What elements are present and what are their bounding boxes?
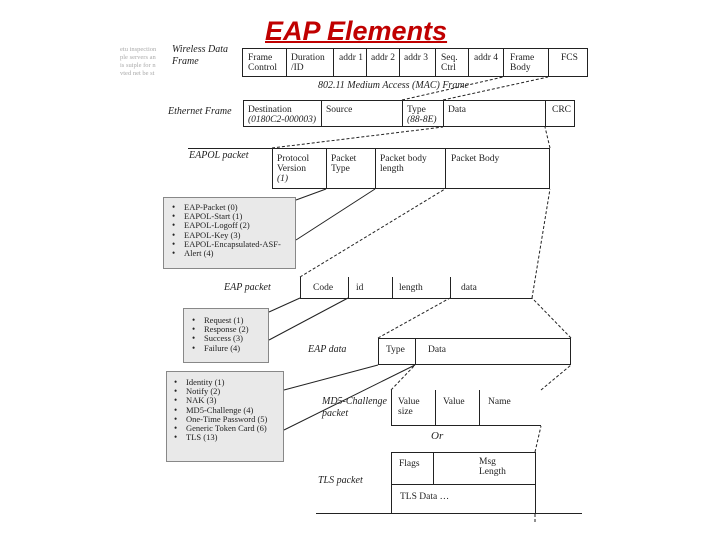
ethernet-field-type: Type (88-8E) — [407, 105, 437, 125]
faded-margin-text-1: etu inspection — [120, 46, 157, 53]
eap-data-label: EAP data — [308, 344, 347, 355]
md5-field-value-size: Value size — [398, 397, 420, 417]
eap-data-field-data: Data — [428, 345, 446, 355]
eap-code-item: • Request (1) — [190, 316, 249, 325]
wireless-field-addr2: addr 2 — [371, 53, 396, 63]
ethernet-field-source: Source — [326, 105, 353, 115]
wireless-field-addr1: addr 1 — [339, 53, 364, 63]
eap-field-code: Code — [313, 283, 334, 293]
eapol-type-item: • EAP-Packet (0) — [170, 203, 281, 212]
eap-code-item: • Response (2) — [190, 325, 249, 334]
faded-margin-text-4: vted net be st — [120, 70, 155, 77]
eap-packet-label: EAP packet — [224, 282, 271, 293]
eap-code-item: • Success (3) — [190, 334, 249, 343]
eap-field-length: length — [399, 283, 423, 293]
eapol-packet-label: EAPOL packet — [189, 150, 249, 161]
wireless-field-addr4: addr 4 — [474, 53, 499, 63]
wireless-field-seq-ctrl: Seq. Ctrl — [441, 53, 458, 73]
eapol-type-item: • EAPOL-Key (3) — [170, 231, 281, 240]
tls-field-flags: Flags — [399, 459, 420, 469]
wireless-field-fcs: FCS — [561, 53, 578, 63]
ethernet-frame-label: Ethernet Frame — [168, 106, 232, 117]
ethernet-field-crc: CRC — [552, 105, 572, 115]
tls-packet-label: TLS packet — [318, 475, 363, 486]
wireless-field-frame-body: Frame Body — [510, 53, 535, 73]
eap-type-item: • One-Time Password (5) — [172, 415, 267, 424]
md5-field-value: Value — [443, 397, 465, 407]
eapol-field-protocol-version: Protocol Version (1) — [277, 154, 310, 184]
eapol-field-packet-body: Packet Body — [451, 154, 500, 164]
md5-packet-label-2: packet — [322, 408, 349, 419]
faded-margin-text-3: is suiple for n — [120, 62, 156, 69]
eapol-field-packet-type: Packet Type — [331, 154, 357, 174]
or-separator: Or — [431, 430, 444, 442]
eap-type-item: • MD5-Challenge (4) — [172, 406, 267, 415]
ethernet-field-data: Data — [448, 105, 466, 115]
eap-type-item: • Notify (2) — [172, 387, 267, 396]
wireless-frame-caption: 802.11 Medium Access (MAC) Frame — [318, 80, 469, 91]
eapol-field-packet-body-length: Packet body length — [380, 154, 427, 174]
eap-code-item: • Failure (4) — [190, 344, 249, 353]
slide-title: EAP Elements — [265, 16, 448, 46]
eapol-type-item: • EAPOL-Start (1) — [170, 212, 281, 221]
eap-type-item: • Identity (1) — [172, 378, 267, 387]
eap-type-item: • NAK (3) — [172, 396, 267, 405]
md5-field-name: Name — [488, 397, 511, 407]
tls-field-msg-length: Msg Length — [479, 457, 506, 477]
eapol-type-item: • Alert (4) — [170, 249, 281, 258]
faded-margin-text-2: ple servers an — [120, 54, 156, 61]
wireless-frame-label-2: Frame — [172, 56, 199, 67]
eap-type-item: • TLS (13) — [172, 433, 267, 442]
eapol-type-item: • EAPOL-Logoff (2) — [170, 221, 281, 230]
tls-field-data: TLS Data … — [400, 492, 450, 502]
eap-field-data: data — [461, 283, 477, 293]
eapol-type-item: • EAPOL-Encapsulated-ASF- — [170, 240, 281, 249]
wireless-field-duration: Duration /ID — [291, 53, 325, 73]
wireless-field-frame-control: Frame Control — [248, 53, 278, 73]
ethernet-field-destination: Destination (0180C2-000003) — [248, 105, 317, 125]
eap-data-field-type: Type — [386, 345, 405, 355]
wireless-frame-label-1: Wireless Data — [172, 44, 229, 55]
md5-packet-label-1: MD5-Challenge — [322, 396, 387, 407]
eap-field-id: id — [356, 283, 364, 293]
eap-type-item: • Generic Token Card (6) — [172, 424, 267, 433]
wireless-field-addr3: addr 3 — [404, 53, 429, 63]
